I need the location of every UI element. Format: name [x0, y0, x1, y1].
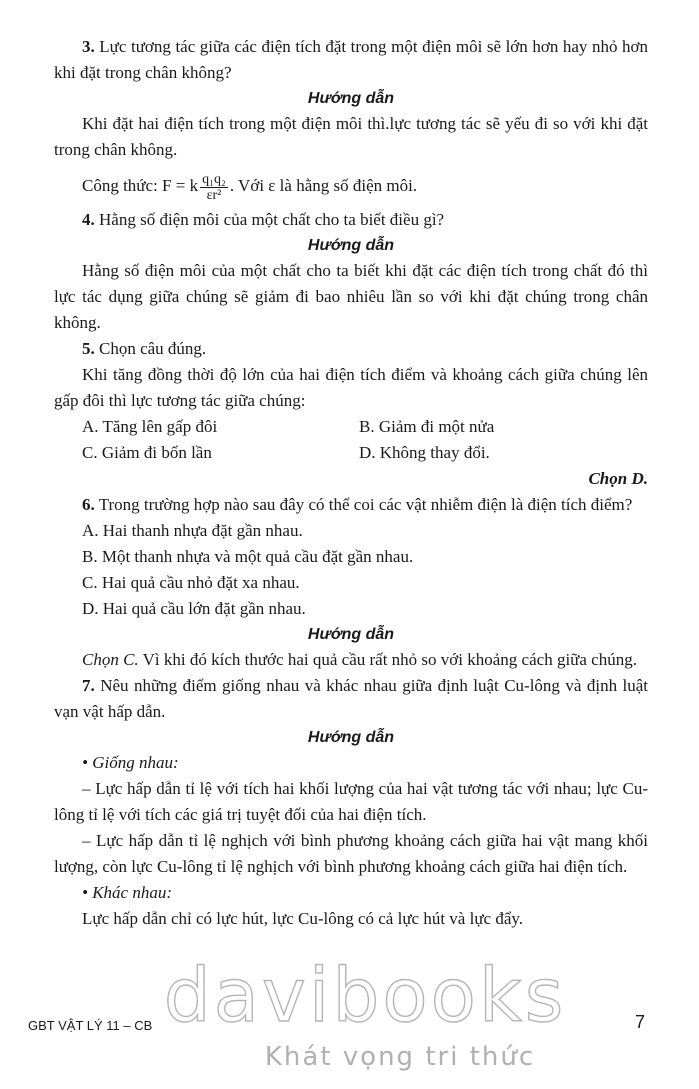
- question-3-text: Lực tương tác giữa các điện tích đặt trong một điện môi sẽ lớn hơn hay nhỏ hơn khi đặt trong chân không?: [54, 37, 648, 82]
- option-b: B. Giảm đi một nửa: [359, 416, 495, 436]
- question-4-answer: Hằng số điện môi của một chất cho ta biết khi đặt các điện tích trong chất đó thì lực tác dụng giữa chúng sẽ giảm đi bao nhiêu lần so với khi đặt chúng trong chân không.: [54, 260, 648, 332]
- question-4-number: 4.: [82, 209, 95, 229]
- watermark-slogan: Khát vọng tri thức: [264, 1042, 536, 1072]
- difference-1: Lực hấp dẫn chỉ có lực hút, lực Cu-lông có cả lực hút và lực đẩy.: [82, 908, 524, 928]
- question-6-answer: [54, 647, 648, 673]
- question-6: [54, 492, 648, 518]
- question-5-choice: Chọn D.: [588, 468, 648, 488]
- question-5-stem: Khi tăng đồng thời độ lớn của hai điện tích điểm và khoảng cách giữa chúng lên gấp đôi thì lực tương tác giữa chúng:: [54, 364, 648, 410]
- question-6-heading: Hướng dẫn: [307, 625, 395, 643]
- page-number: 7: [635, 1012, 646, 1032]
- similarity-2: – Lực hấp dẫn tỉ lệ nghịch với bình phương khoảng cách giữa hai vật mang khối lượng, còn lực Cu-lông tỉ lệ nghịch với bình phương khoảng cách giữa hai điện tích.: [54, 830, 648, 876]
- question-3-answer: Khi đặt hai điện tích trong một điện môi thì.lực tương tác sẽ yếu đi so với khi đặt trong chân không.: [54, 114, 648, 159]
- question-3-heading: Hướng dẫn: [307, 90, 395, 107]
- question-6-option-d: D. Hai quả cầu lớn đặt gần nhau.: [82, 598, 306, 618]
- question-3: [54, 34, 648, 86]
- formula-prefix: Công thức: F = k: [82, 176, 199, 195]
- formula-denominator: εr²: [206, 187, 222, 203]
- question-3-number: 3.: [82, 37, 95, 56]
- question-5-text: Chọn câu đúng.: [99, 338, 207, 358]
- question-4-text: Hằng số điện môi của một chất cho ta biết điều gì?: [99, 209, 445, 229]
- question-6-number: 6.: [82, 494, 95, 514]
- question-4-heading: Hướng dẫn: [307, 236, 395, 254]
- question-5-number: 5.: [82, 338, 95, 358]
- question-7-heading: Hướng dẫn: [307, 728, 395, 746]
- similarities-label: • Giống nhau:: [82, 752, 179, 772]
- question-6-text: Trong trường hợp nào sau đây có thể coi các vật nhiễm điện là điện tích điểm?: [98, 494, 633, 514]
- coulomb-formula: [82, 171, 648, 203]
- formula-fraction: [200, 172, 228, 203]
- question-7: [54, 673, 648, 725]
- question-7-text: Nêu những điểm giống nhau và khác nhau giữa định luật Cu-lông và định luật vạn vật hấp dẫn.: [54, 675, 649, 721]
- question-5-options-row-1: [54, 414, 648, 440]
- question-6-option-a: A. Hai thanh nhựa đặt gần nhau.: [82, 520, 303, 540]
- option-d: D. Không thay đổi.: [359, 442, 490, 462]
- option-c: C. Giảm đi bốn lần: [82, 442, 212, 462]
- differences-label: • Khác nhau:: [82, 882, 172, 902]
- question-6-option-b: B. Một thanh nhựa và một quả cầu đặt gần nhau.: [82, 546, 414, 566]
- book-title-footer: GBT VẬT LÝ 11 – CB: [28, 1018, 153, 1033]
- formula-suffix: . Với ε là hằng số điện môi.: [229, 176, 418, 195]
- question-4: [54, 207, 648, 233]
- question-5-options-row-2: [54, 440, 648, 466]
- question-7-number: 7.: [82, 675, 95, 695]
- watermark-brand: davibooks: [163, 953, 567, 1039]
- question-6-explanation: Vì khi đó kích thước hai quả cầu rất nhỏ so với khoảng cách giữa chúng.: [138, 649, 637, 669]
- option-a: A. Tăng lên gấp đôi: [82, 416, 218, 436]
- similarity-1: – Lực hấp dẫn tỉ lệ với tích hai khối lượng của hai vật tương tác với nhau; lực Cu-lông tỉ lệ với tích các giá trị tuyệt đối của hai điện tích.: [54, 778, 648, 824]
- page-content: [54, 34, 648, 932]
- question-6-option-c: C. Hai quả cầu nhỏ đặt xa nhau.: [82, 572, 300, 592]
- question-6-choice: Chọn C.: [82, 649, 139, 669]
- formula-numerator: q₁q₂: [202, 171, 226, 187]
- question-5: [54, 336, 648, 362]
